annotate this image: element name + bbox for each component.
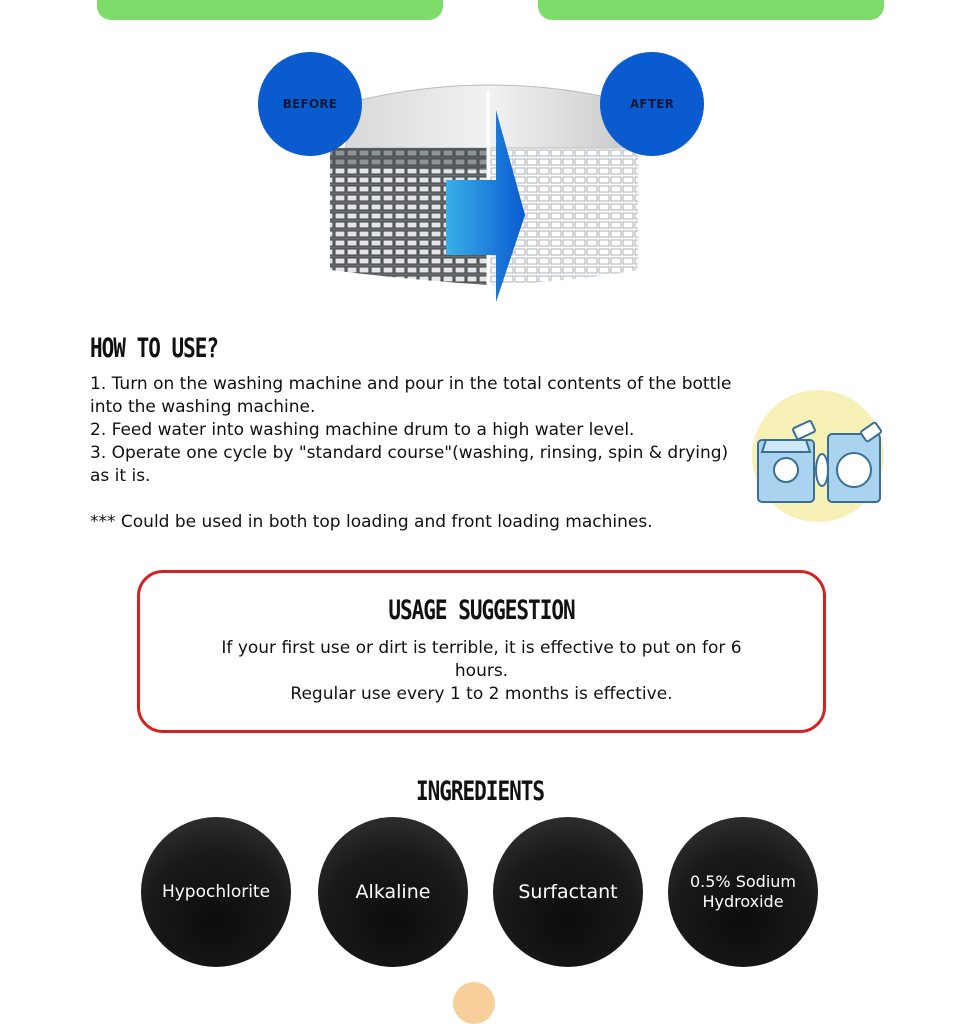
bottom-decoration [453,982,495,1024]
ingredient-hypochlorite [141,817,291,967]
before-after-illustration [250,50,710,310]
before-label: BEFORE [282,97,338,111]
how-to-use-instructions [90,373,740,534]
ingredient-alkaline [318,817,468,967]
step-3: 3. Operate one cycle by "standard course"(washing, rinsing, spin & drying) as it is. [90,443,729,486]
usage-line-2: Regular use every 1 to 2 months is effective. [290,684,673,704]
ingredient-label: Hypochlorite [161,882,271,902]
how-to-use-title: HOW TO USE? [90,333,219,363]
ingredient-surfactant [493,817,643,967]
after-label: AFTER [629,97,675,111]
loading-note: *** Could be used in both top loading and front loading machines. [90,512,653,532]
step-1: 1. Turn on the washing machine and pour in the total contents of the bottle into the washing machine. [90,374,732,417]
top-right-green-button[interactable] [538,0,884,20]
top-left-green-button[interactable] [97,0,443,20]
before-bubble [258,52,362,156]
ingredient-label: Alkaline [355,881,431,903]
washing-machines-icon [748,390,888,522]
ingredient-label: 0.5% Sodium Hydroxide [689,872,796,911]
ingredient-sodium-hydroxide [668,817,818,967]
after-bubble [600,52,704,156]
usage-suggestion-title: USAGE SUGGESTION [388,595,575,625]
ingredients-title: INGREDIENTS [415,776,545,806]
step-2: 2. Feed water into washing machine drum to a high water level. [90,420,635,440]
usage-suggestion-box [137,570,826,733]
ingredient-label: Surfactant [518,881,618,903]
usage-suggestion-text [200,637,763,706]
usage-line-1: If your first use or dirt is terrible, it is effective to put on for 6 hours. [221,638,742,681]
